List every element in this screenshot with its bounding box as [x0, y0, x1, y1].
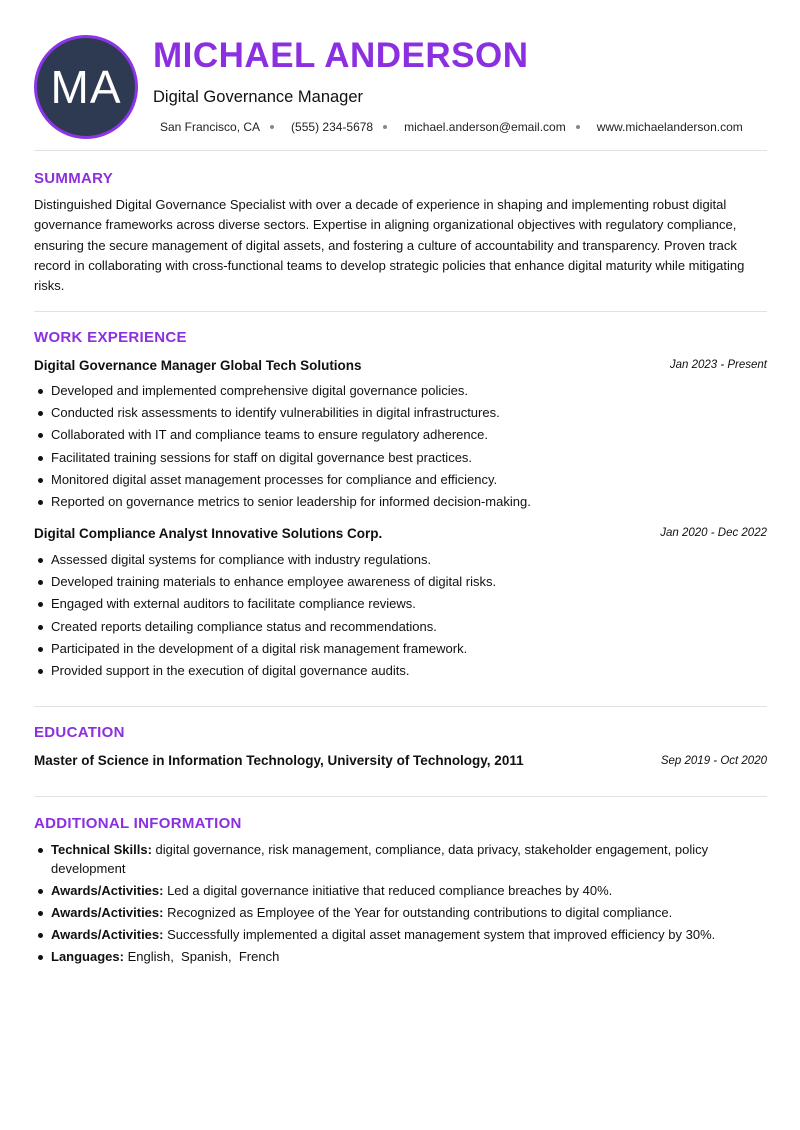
- list-item: Conducted risk assessments to identify vulnerabilities in digital infrastructures.: [34, 402, 767, 424]
- item-text: digital governance, risk management, compliance, data privacy, stakeholder engagement, policy development: [51, 842, 709, 876]
- list-item: [34, 926, 767, 945]
- contact-website[interactable]: www.michaelanderson.com: [596, 120, 743, 134]
- additional-heading: ADDITIONAL INFORMATION: [34, 815, 242, 832]
- job-role: Digital Compliance Analyst Innovative Solutions Corp.: [34, 526, 383, 541]
- item-text: Led a digital governance initiative that reduced compliance breaches by 40%.: [163, 882, 613, 898]
- education-degree: Master of Science in Information Technology, University of Technology, 2011: [34, 753, 524, 768]
- separator-dot-icon: [576, 125, 580, 129]
- item-label: Awards/Activities:: [51, 926, 164, 942]
- candidate-title: Digital Governance Manager: [153, 88, 364, 106]
- contact-bar: [160, 120, 743, 134]
- job-role: Digital Governance Manager Global Tech Solutions: [34, 358, 362, 373]
- list-item: Developed and implemented comprehensive digital governance policies.: [34, 380, 767, 402]
- candidate-name: MICHAEL ANDERSON: [153, 36, 529, 75]
- job-dates: Jan 2023 - Present: [669, 359, 767, 371]
- list-item: [34, 882, 767, 901]
- education-entry: [34, 753, 767, 771]
- list-item: Engaged with external auditors to facilitate compliance reviews.: [34, 593, 767, 615]
- list-item: Collaborated with IT and compliance teams to ensure regulatory adherence.: [34, 424, 767, 446]
- contact-email[interactable]: michael.anderson@email.com: [404, 120, 566, 134]
- list-item: Facilitated training sessions for staff on digital governance best practices.: [34, 447, 767, 469]
- item-text: Recognized as Employee of the Year for outstanding contributions to digital compliance.: [163, 904, 673, 920]
- list-item: [34, 948, 767, 967]
- divider: [34, 796, 767, 797]
- list-item: Provided support in the execution of digital governance audits.: [34, 660, 767, 682]
- avatar: [34, 35, 138, 139]
- job-header: [34, 526, 767, 544]
- summary-heading: SUMMARY: [34, 170, 114, 187]
- list-item: [34, 904, 767, 923]
- education-dates: Sep 2019 - Oct 2020: [660, 755, 767, 767]
- item-label: Awards/Activities:: [51, 882, 164, 898]
- separator-dot-icon: [270, 125, 274, 129]
- list-item: Created reports detailing compliance status and recommendations.: [34, 616, 767, 638]
- separator-dot-icon: [383, 125, 387, 129]
- list-item: Developed training materials to enhance employee awareness of digital risks.: [34, 571, 767, 593]
- avatar-initials: MA: [50, 61, 122, 113]
- contact-phone: (555) 234-5678: [291, 120, 374, 134]
- contact-location: San Francisco, CA: [160, 120, 261, 134]
- list-item: Monitored digital asset management processes for compliance and efficiency.: [34, 469, 767, 491]
- education-heading: EDUCATION: [34, 724, 125, 741]
- list-item: [34, 841, 741, 878]
- item-text: English, Spanish, French: [123, 948, 280, 964]
- job-bullets: [34, 549, 767, 682]
- divider: [34, 311, 767, 312]
- job-dates: Jan 2020 - Dec 2022: [660, 527, 767, 539]
- item-label: Technical Skills:: [51, 842, 152, 857]
- item-label: Languages:: [51, 948, 124, 964]
- item-label: Awards/Activities:: [51, 904, 164, 920]
- list-item: Assessed digital systems for compliance with industry regulations.: [34, 549, 767, 571]
- summary-text: Distinguished Digital Governance Specialist with over a decade of experience in shaping and implementing robust digital governance frameworks across diverse sectors. Expertise in aligning organizational objectives with regulatory compliance, ensuring the secure management of digital assets, and fostering a culture of accountability and transparency. Proven track record in collaborating with cross-functional teams to develop strategic policies that enhance digital maturity while mitigating risks.: [34, 197, 745, 294]
- list-item: Participated in the development of a digital risk management framework.: [34, 638, 767, 660]
- item-text: Successfully implemented a digital asset management system that improved efficiency by 30%.: [163, 926, 716, 942]
- additional-list: [34, 841, 767, 970]
- job-bullets: [34, 380, 767, 513]
- list-item: Reported on governance metrics to senior leadership for informed decision-making.: [34, 491, 767, 513]
- divider: [34, 706, 767, 707]
- job-header: [34, 358, 767, 376]
- experience-heading: WORK EXPERIENCE: [34, 329, 187, 346]
- divider: [34, 150, 767, 151]
